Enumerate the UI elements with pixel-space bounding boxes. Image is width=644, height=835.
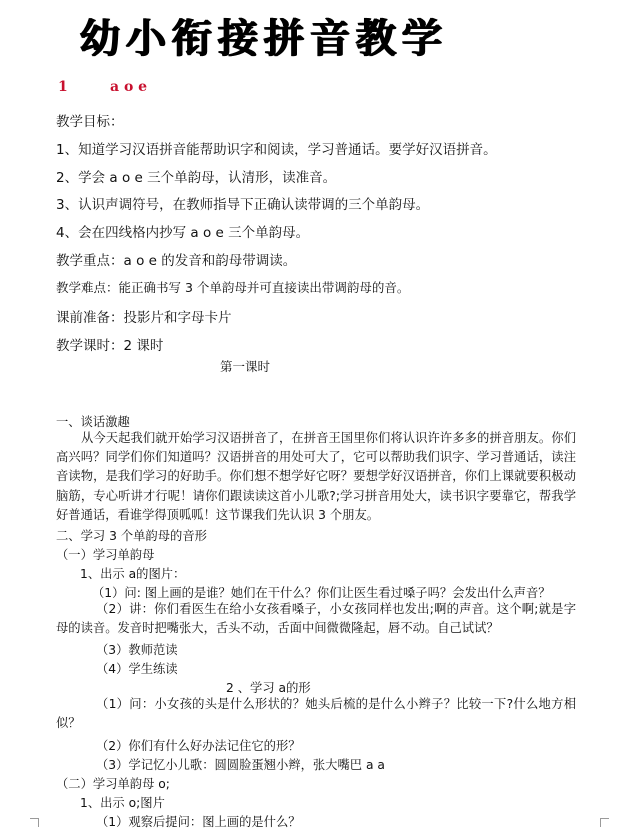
sub1-title: （一）学习单韵母 [56,548,155,562]
objective-2: 2、学会 a o e 三个单韵母，认清形，读准音。 [56,170,337,186]
page-corner-mark-right [600,818,609,827]
lesson-topic: a o e [110,79,148,95]
step1-item-2-block [56,600,576,638]
sub2-title: （二）学习单韵母 o; [56,777,170,791]
step2-title: 2 、学习 a的形 [226,681,311,695]
step2-item-1: （1）问：小女孩的头是什么形状的？她头后梳的是什么小辫子？比较一下?什么地方相似？ [56,697,576,731]
intro-paragraph-block [56,429,576,525]
key-points: 教学重点：a o e 的发音和韵母带调读。 [56,253,297,269]
sub2-step1: 1、出示 o;图片 [80,796,165,810]
objective-3: 3、认识声调符号，在教师指导下正确认读带调的三个单韵母。 [56,197,430,213]
step1-item-2: （2）讲：你们看医生在给小女孩看嗓子，小女孩同样也发出;啊的声音。这个啊;就是字母的读音。发音时把嘴张大，舌头不动，舌面中间微微隆起，唇不动。自己试试？ [56,602,576,636]
sub2-step1-item: （1）观察后提问：图上画的是什么？ [96,815,301,829]
intro-paragraph: 从今天起我们就开始学习汉语拼音了，在拼音王国里你们将认识许许多多的拼音朋友。你们高兴吗？同学们你们知道吗？汉语拼音的用处可大了，它可以帮助我们识字、学习普通话，读注音读物，是我们学习的好助手。你们想不想学好它呀？要想学好汉语拼音，你们上课就要积极动脑筋，专心听讲才行呢！请你们跟读读这首小儿歌?;学习拼音用处大，读书识字要靠它，帮我学好普通话，看谁学得顶呱呱！这节课我们先认识 3 个朋友。 [56,431,576,522]
step1-title: 1、出示 a的图片： [80,567,186,581]
step1-item-4: （4）学生练读 [96,662,178,676]
step2-item-3: （3）学记忆小儿歌：圆圆脸蛋翘小辫，张大嘴巴 a a [96,758,385,772]
difficulties: 教学难点：能正确书写 3 个单韵母并可直接读出带调韵母的音。 [56,280,410,295]
objective-4: 4、会在四线格内抄写 a o e 三个单韵母。 [56,225,310,241]
objectives-label: 教学目标： [56,114,124,130]
step2-item-2: （2）你们有什么好办法记住它的形？ [96,739,301,753]
step1-item-3: （3）教师范读 [96,643,178,657]
lesson-heading [58,79,147,95]
lesson-number: 1 [58,79,68,95]
section1-title: 一、谈话激趣 [56,415,130,429]
preparation: 课前准备：投影片和字母卡片 [56,310,232,326]
objective-1: 1、知道学习汉语拼音能帮助识字和阅读，学习普通话。要学好汉语拼音。 [56,142,497,158]
section2-title: 二、学习 3 个单韵母的音形 [56,529,207,543]
periods: 教学课时：2 课时 [56,338,164,354]
step1-item-1: （1）问: 图上画的是谁？她们在干什么？你们让医生看过嗓子吗？会发出什么声音？ [92,586,551,600]
step2-item-1-block [56,695,576,733]
page-corner-mark-left [30,818,39,827]
document-title: 幼小衔接拼音教学 [80,15,448,62]
period-title: 第一课时 [220,359,271,374]
